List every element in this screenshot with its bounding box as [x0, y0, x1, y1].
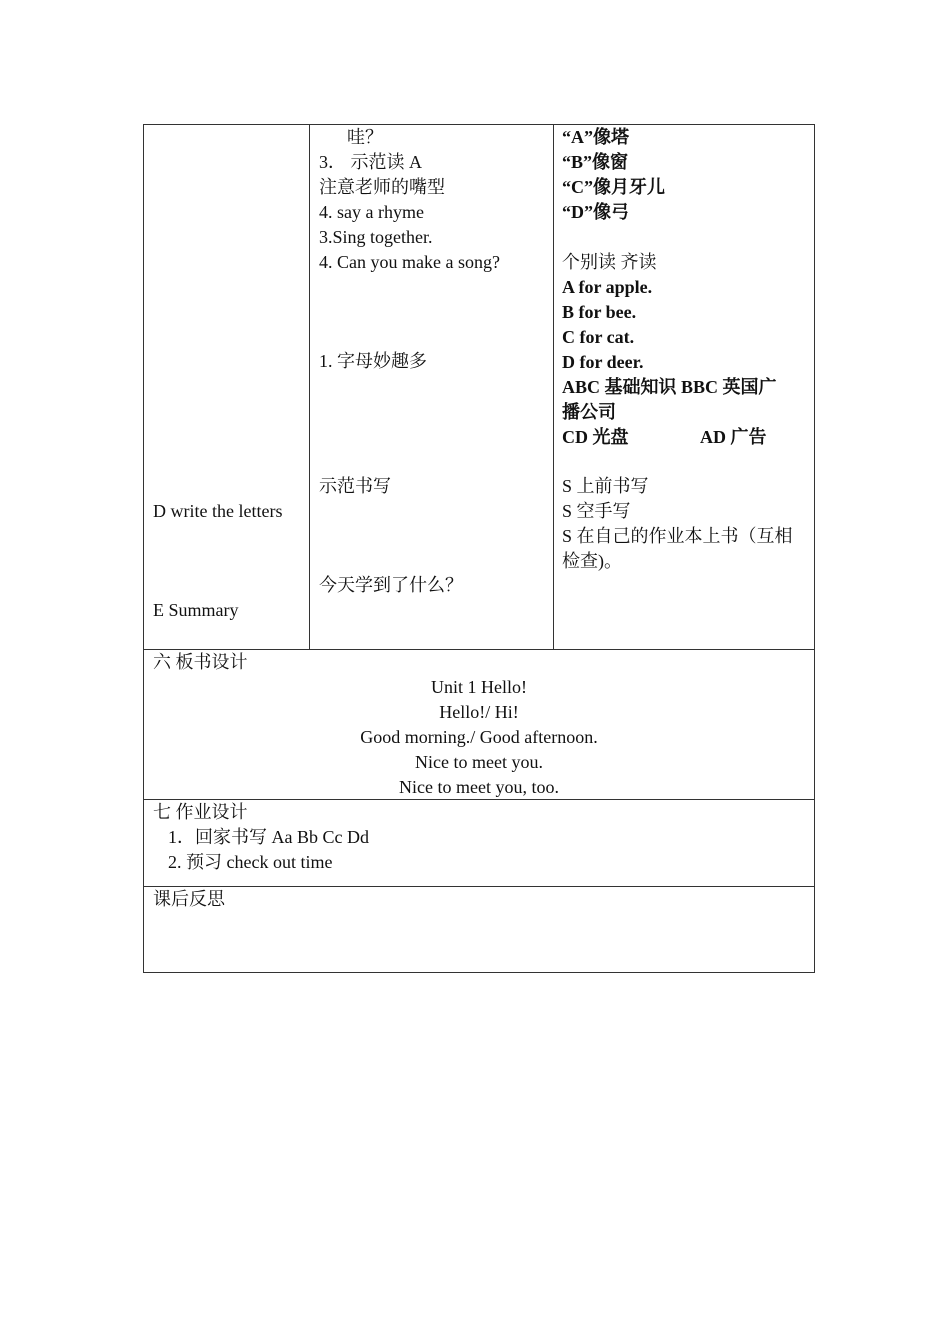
reflection-heading: 课后反思: [153, 889, 225, 909]
phonics-line: C for cat.: [562, 327, 635, 347]
letter-fun-item: 1. 字母妙趣多: [319, 351, 427, 371]
student-write-line: S 上前书写: [562, 476, 649, 496]
homework-row: [144, 800, 814, 887]
reflection-row: [144, 887, 814, 972]
abbr-row: [562, 425, 777, 450]
board-content: [144, 675, 814, 800]
teacher-column: [310, 125, 554, 649]
shape-line: “A”像塔: [562, 127, 629, 147]
board-line: Nice to meet you.: [415, 752, 543, 772]
student-write-block: [562, 474, 793, 574]
stage-write-letters: D write the letters: [153, 501, 283, 521]
stage-summary: E Summary: [153, 600, 239, 620]
board-design-row: [144, 650, 814, 800]
lesson-plan-table: [143, 124, 815, 973]
teacher-line: 4. Can you make a song?: [319, 252, 500, 272]
student-column: [554, 125, 814, 649]
teacher-line: 3． 示范读 A: [319, 152, 422, 172]
read-mode: 个别读 齐读: [562, 252, 657, 272]
letter-shapes: [562, 125, 665, 225]
shape-line: “C”像月牙儿: [562, 177, 665, 197]
abbr-line: ABC 基础知识 BBC 英国广: [562, 377, 777, 397]
teacher-line: 4. say a rhyme: [319, 202, 424, 222]
teacher-line: 哇？: [347, 127, 383, 147]
teacher-steps: [319, 125, 500, 275]
homework-item: 1．回家书写 Aa Bb Cc Dd: [168, 827, 369, 847]
board-line: Nice to meet you, too.: [399, 777, 559, 797]
abbr-cd: CD 光盘: [562, 427, 629, 447]
board-line: Good morning./ Good afternoon.: [360, 727, 598, 747]
homework-heading: 七 作业设计: [153, 802, 248, 822]
board-line: Unit 1 Hello!: [431, 677, 527, 697]
student-write-line: S 空手写: [562, 501, 631, 521]
student-write-line: 检查)。: [562, 551, 622, 571]
board-line: Hello!/ Hi!: [439, 702, 519, 722]
homework-list: [168, 825, 369, 875]
board-heading: 六 板书设计: [153, 652, 248, 672]
student-write-line: S 在自己的作业本上书（互相: [562, 526, 793, 546]
abbr-line: 播公司: [562, 402, 616, 422]
phonics-line: A for apple.: [562, 277, 653, 297]
shape-line: “D”像弓: [562, 202, 629, 222]
homework-item: 2. 预习 check out time: [168, 852, 333, 872]
teacher-line: 3.Sing together.: [319, 227, 433, 247]
shape-line: “B”像窗: [562, 152, 629, 172]
abbr-ad: AD 广告: [700, 427, 767, 447]
phonics-block: [562, 250, 777, 450]
demo-write: 示范书写: [319, 476, 391, 496]
today-learned: 今天学到了什么？: [319, 575, 463, 595]
teacher-line: 注意老师的嘴型: [319, 177, 445, 197]
phonics-line: D for deer.: [562, 352, 644, 372]
stage-column: [144, 125, 310, 649]
phonics-line: B for bee.: [562, 302, 637, 322]
activity-row: [144, 125, 814, 650]
